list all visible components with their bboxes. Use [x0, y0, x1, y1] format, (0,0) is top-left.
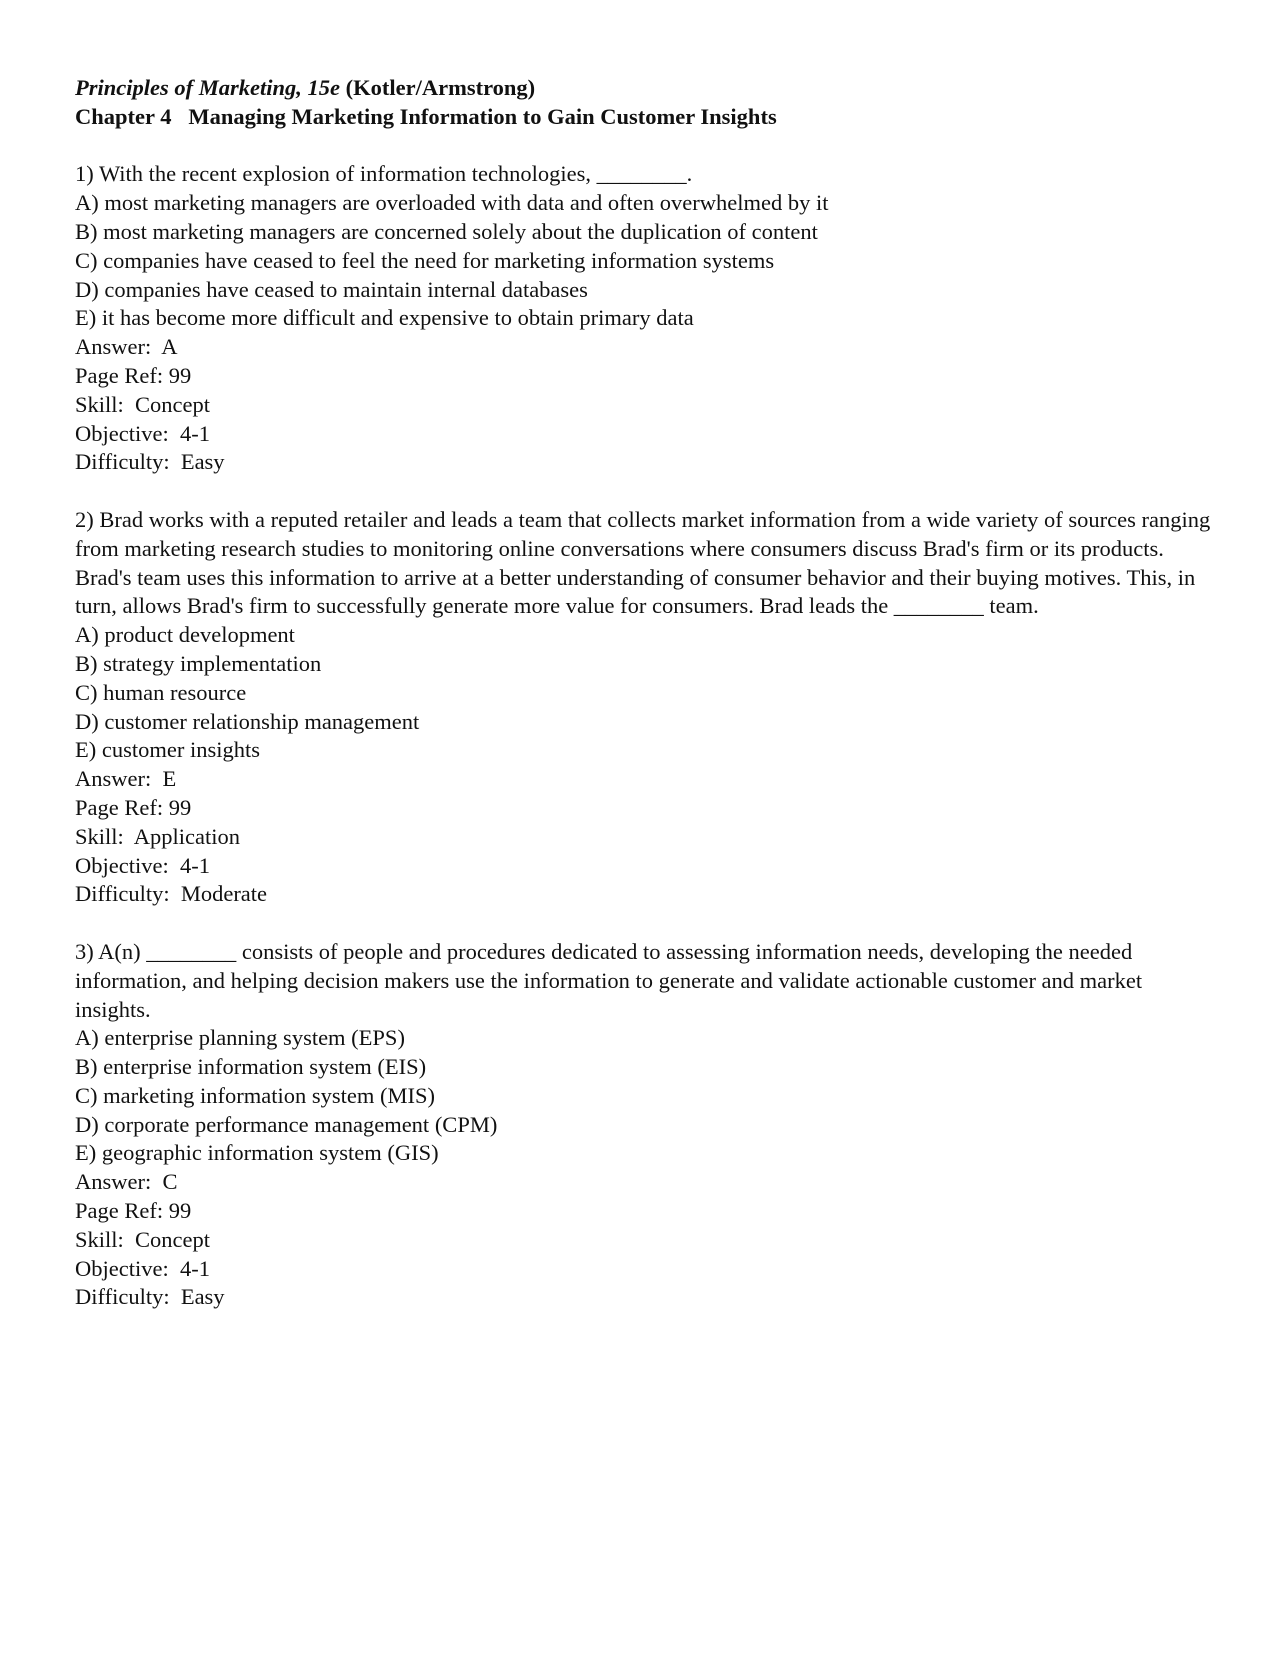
- document-body: [75, 74, 1215, 1312]
- page-ref: Page Ref: 99: [75, 794, 192, 820]
- answer-option: A) most marketing managers are overloaded with data and often overwhelmed by it: [75, 190, 829, 216]
- book-title-line: [75, 74, 1215, 103]
- answer-option: A) enterprise planning system (EPS): [75, 1025, 405, 1051]
- page-ref: Page Ref: 99: [75, 362, 192, 388]
- answer-option: C) marketing information system (MIS): [75, 1082, 435, 1108]
- chapter-title: Chapter 4 Managing Marketing Information to Gain Customer Insights: [75, 103, 777, 129]
- answer-key: Answer: E: [75, 766, 177, 792]
- answer-option: B) strategy implementation: [75, 650, 322, 676]
- answer-option: C) companies have ceased to feel the need for marketing information systems: [75, 247, 775, 273]
- answer-option: C) human resource: [75, 679, 247, 705]
- page-ref: Page Ref: 99: [75, 1198, 192, 1224]
- skill: Skill: Application: [75, 823, 241, 849]
- book-title: Principles of Marketing, 15e: [75, 75, 340, 100]
- objective: Objective: 4-1: [75, 420, 210, 446]
- difficulty: Difficulty: Easy: [75, 1284, 225, 1310]
- answer-option: D) corporate performance management (CPM): [75, 1111, 498, 1137]
- answer-key: Answer: A: [75, 334, 178, 360]
- objective: Objective: 4-1: [75, 852, 210, 878]
- answer-option: D) companies have ceased to maintain internal databases: [75, 276, 588, 302]
- difficulty: Difficulty: Easy: [75, 449, 225, 475]
- question-stem: 1) With the recent explosion of information technologies, ________.: [75, 161, 693, 187]
- answer-option: B) enterprise information system (EIS): [75, 1054, 427, 1080]
- answer-key: Answer: C: [75, 1169, 178, 1195]
- question-stem: 2) Brad works with a reputed retailer and leads a team that collects market information from a wide variety of sources ranging from marketing research studies to monitoring online conversations where consumers discuss Brad's firm or its products. Brad's team uses this information to arrive at a better understanding of consumer behavior and their buying motives. This, in turn, allows Brad's firm to successfully generate more value for consumers. Brad leads the ________ team.: [75, 506, 1211, 619]
- answer-option: E) customer insights: [75, 737, 260, 763]
- spacer: [75, 477, 1215, 506]
- question-block: [75, 938, 1215, 1312]
- skill: Skill: Concept: [75, 391, 210, 417]
- spacer: [75, 909, 1215, 938]
- question-stem: 3) A(n) ________ consists of people and procedures dedicated to assessing information needs, developing the needed information, and helping decision makers use the information to generate and validate actionable customer and market insights.: [75, 938, 1143, 1022]
- objective: Objective: 4-1: [75, 1255, 210, 1281]
- spacer: [75, 132, 1215, 161]
- answer-option: A) product development: [75, 622, 295, 648]
- skill: Skill: Concept: [75, 1226, 210, 1252]
- answer-option: E) geographic information system (GIS): [75, 1140, 439, 1166]
- book-authors: (Kotler/Armstrong): [340, 75, 536, 100]
- answer-option: E) it has become more difficult and expensive to obtain primary data: [75, 305, 694, 331]
- answer-option: B) most marketing managers are concerned solely about the duplication of content: [75, 218, 818, 244]
- question-block: [75, 506, 1215, 909]
- difficulty: Difficulty: Moderate: [75, 881, 268, 907]
- answer-option: D) customer relationship management: [75, 708, 420, 734]
- question-block: [75, 160, 1215, 477]
